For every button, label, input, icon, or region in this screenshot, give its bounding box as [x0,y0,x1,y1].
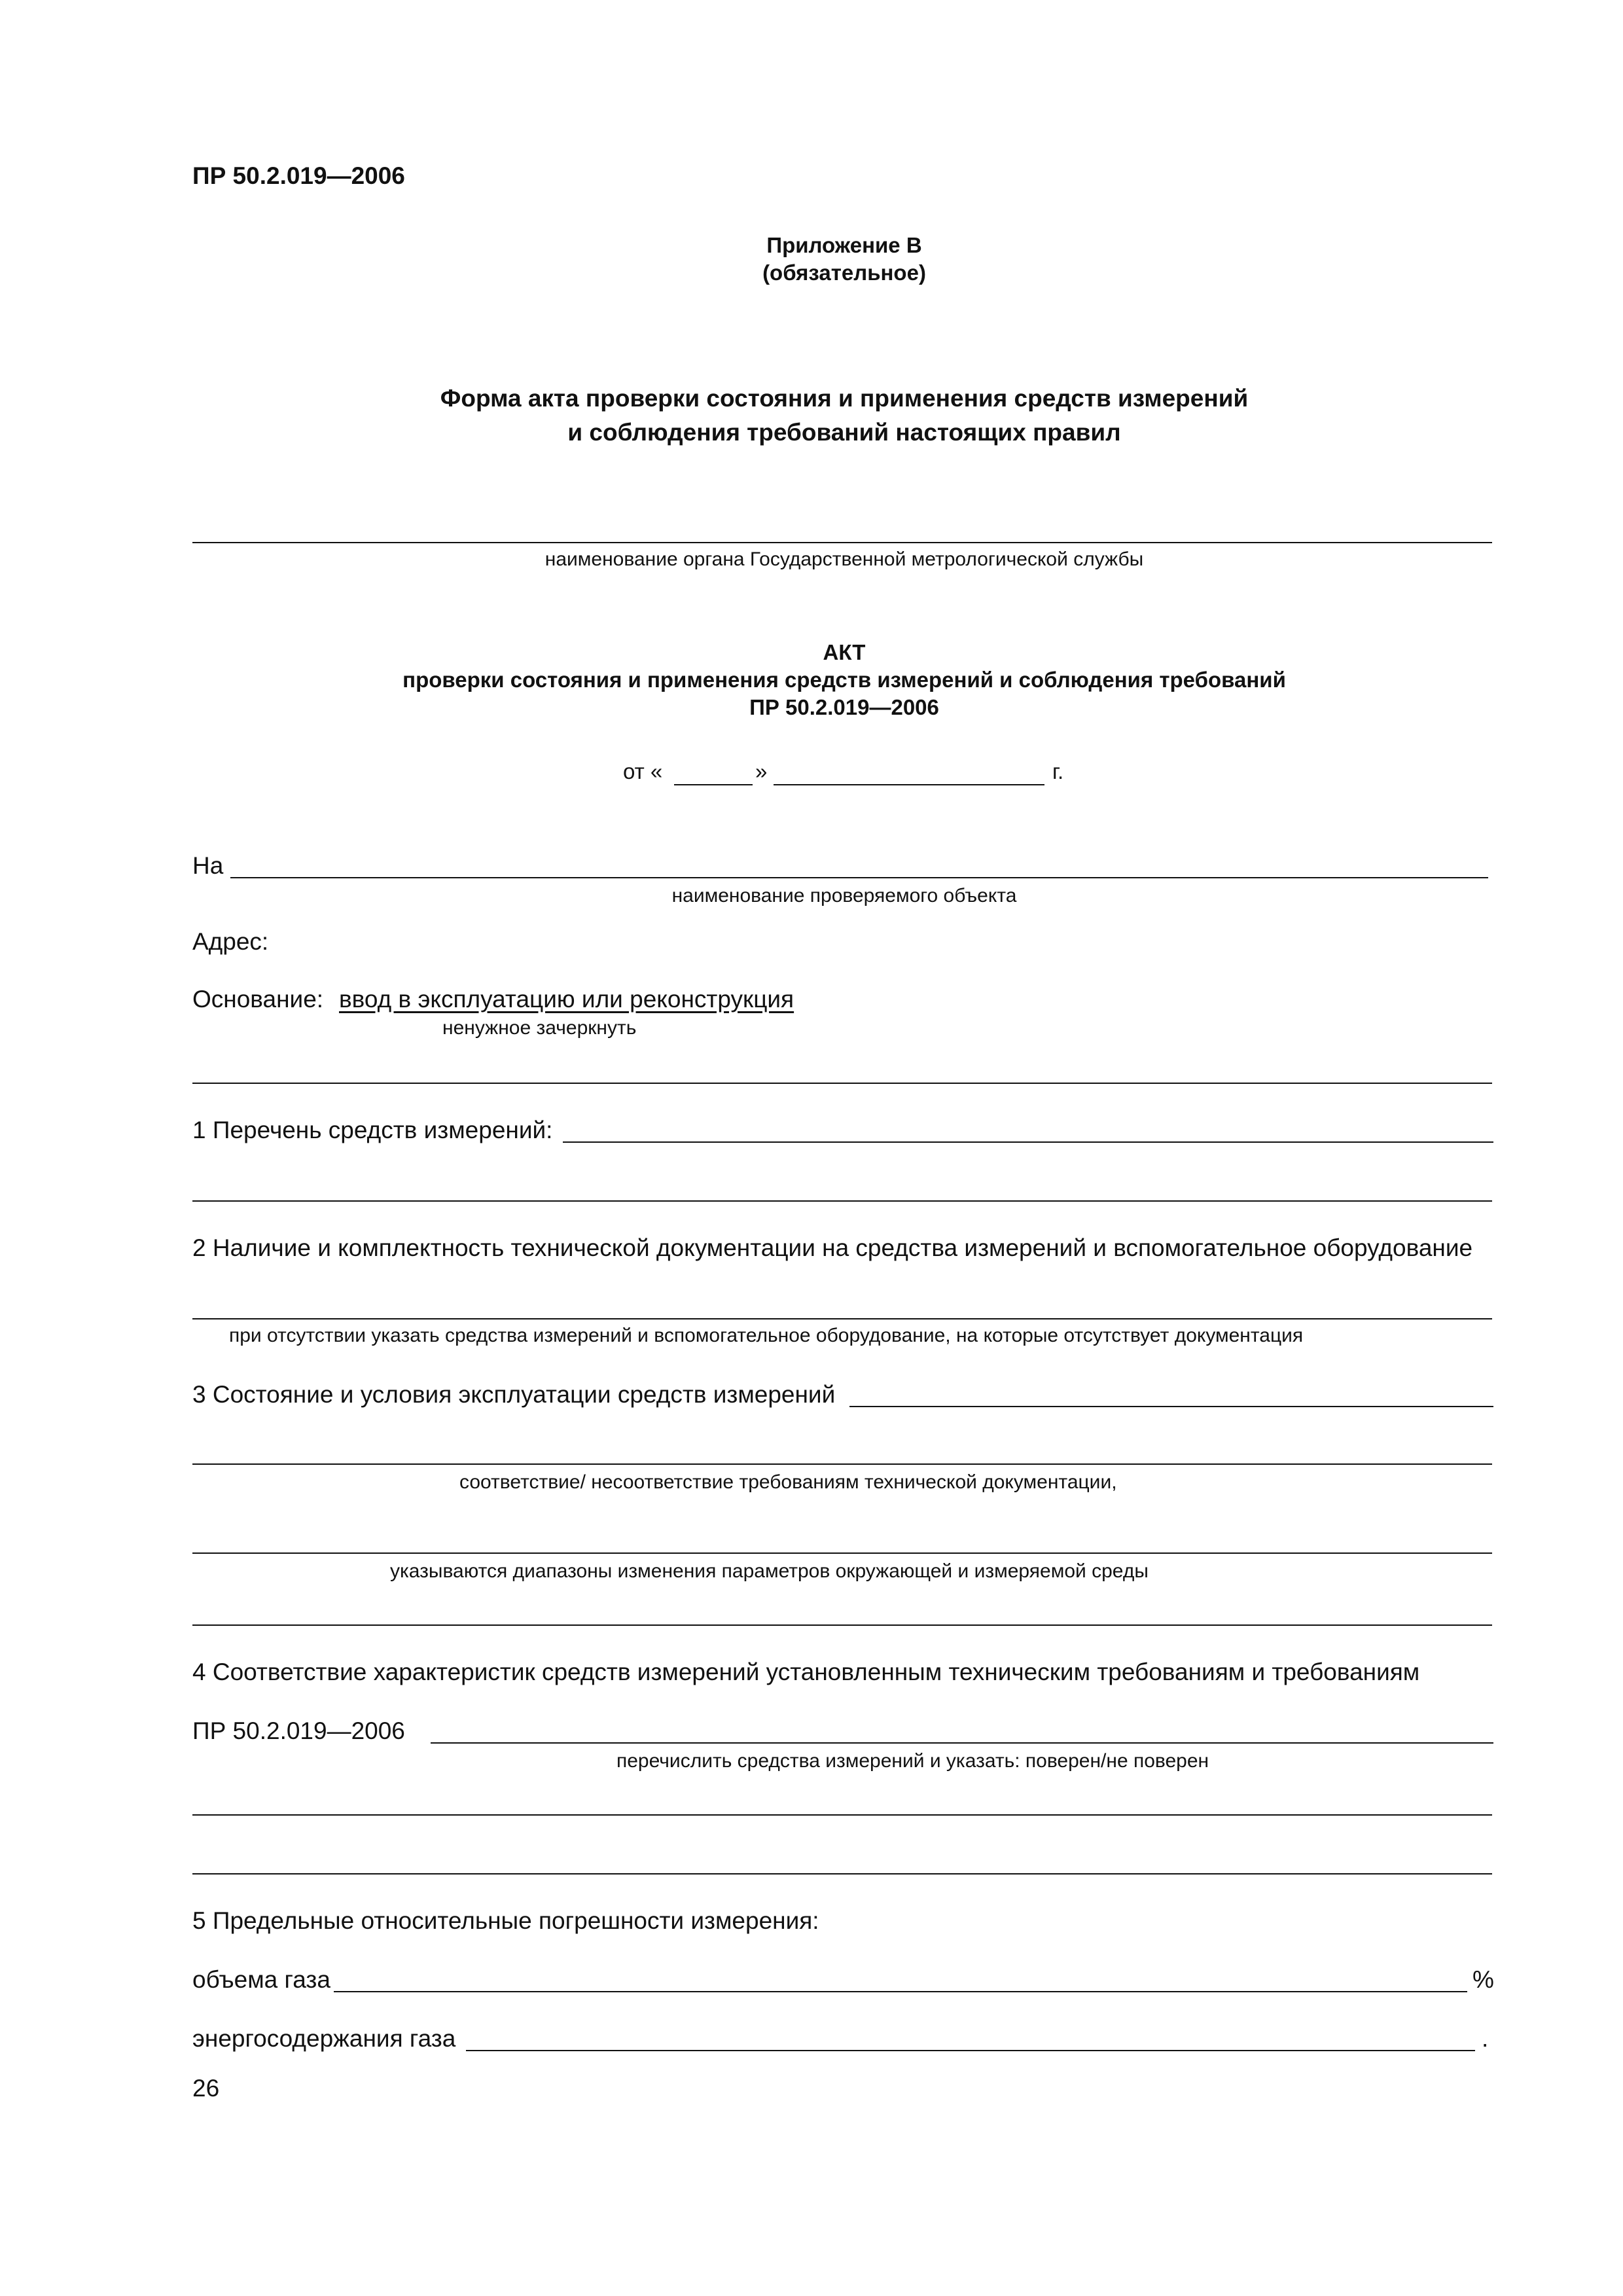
item5-label: 5 Предельные относительные погрешности измерения: [192,1907,819,1934]
annex-title: Приложение В [766,233,922,257]
item3-caption1: соответствие/ несоответствие требованиям технической документации, [459,1471,1117,1493]
basis-label: Основание: [192,986,324,1013]
date-day-field[interactable] [674,784,753,785]
gas-energy-field[interactable] [466,2050,1475,2051]
item3-field[interactable] [849,1406,1493,1407]
item4-line2[interactable] [192,1814,1492,1816]
item3-line3[interactable] [192,1624,1492,1626]
item4-field[interactable] [431,1742,1493,1744]
organ-caption: наименование органа Государственной метрологической службы [544,548,1144,570]
object-caption: наименование проверяемого объекта [671,885,1017,906]
item2-field[interactable] [192,1318,1492,1319]
gas-volume-unit: % [1472,1966,1494,1993]
gas-volume-label: объема газа [192,1966,330,1993]
act-line1: проверки состояния и применения средств измерений и соблюдения требований [402,668,1286,692]
gas-energy-label: энергосодержания газа [192,2025,456,2052]
organ-name-line[interactable] [192,542,1492,543]
item2-caption: при отсутствии указать средства измерений и вспомогательное оборудование, на которые отсутствует документация [229,1325,1304,1346]
date-year-label: г. [1052,759,1064,783]
basis-caption: ненужное зачеркнуть [442,1017,637,1039]
item3-line1[interactable] [192,1463,1492,1465]
form-title-line2: и соблюдения требований настоящих правил [567,419,1121,446]
item3-line2[interactable] [192,1552,1492,1554]
item4-label: 4 Соответствие характеристик средств измерений установленным техническим требованиям и требованиям [192,1659,1420,1685]
item3-label: 3 Состояние и условия эксплуатации средств измерений [192,1381,836,1408]
item1-field[interactable] [563,1141,1493,1143]
item1-label: 1 Перечень средств измерений: [192,1117,553,1143]
date-from-label: от « [623,759,663,783]
item4-code: ПР 50.2.019—2006 [192,1717,405,1744]
date-quote-close: » [755,759,768,783]
item4-caption: перечислить средства измерений и указать: поверен/не поверен [616,1750,1209,1772]
act-line2: ПР 50.2.019—2006 [749,695,939,719]
address-label: Адрес: [192,928,269,955]
date-month-field[interactable] [774,784,1044,785]
page-number: 26 [192,2075,220,2102]
basis-line[interactable] [192,1083,1492,1084]
on-label: На [192,852,224,879]
item2-label: 2 Наличие и комплектность технической документации на средства измерений и вспомогательное оборудование [192,1234,1473,1261]
act-heading: АКТ [823,640,866,664]
annex-status: (обязательное) [762,260,926,285]
basis-value: ввод в эксплуатацию или реконструкция [339,986,794,1013]
doc-code-header: ПР 50.2.019—2006 [192,162,405,189]
gas-energy-end: . [1482,2025,1489,2052]
item1-extra-line[interactable] [192,1200,1492,1202]
gas-volume-field[interactable] [334,1991,1467,1992]
item3-caption2: указываются диапазоны изменения параметров окружающей и измеряемой среды [390,1560,1149,1582]
object-name-field[interactable] [230,877,1488,878]
form-title-line1: Форма акта проверки состояния и применения средств измерений [440,385,1249,412]
item4-line3[interactable] [192,1873,1492,1874]
